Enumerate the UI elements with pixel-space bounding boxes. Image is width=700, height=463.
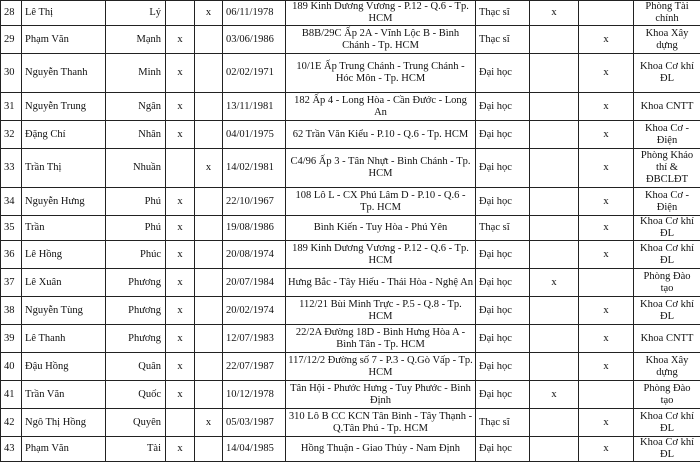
lecturer-mark-cell: x <box>530 381 579 409</box>
staff-mark-cell: x <box>579 216 634 241</box>
family-name-cell: Lê Thị <box>22 1 106 26</box>
family-name-cell: Lê Hồng <box>22 241 106 269</box>
table-row <box>1 216 700 241</box>
education-level-cell: Đại học <box>476 93 530 121</box>
female-mark-cell <box>195 325 223 353</box>
female-mark-cell <box>195 54 223 93</box>
education-level-cell: Thạc sĩ <box>476 409 530 437</box>
male-mark-cell: x <box>166 269 195 297</box>
birth-date-cell: 20/07/1984 <box>223 269 286 297</box>
male-mark-cell: x <box>166 26 195 54</box>
family-name-cell: Phạm Văn <box>22 26 106 54</box>
address-cell: 22/2A Đường 18D - Bình Hưng Hòa A - Bình Tân - Tp. HCM <box>286 325 476 353</box>
given-name-cell: Minh <box>106 54 166 93</box>
education-level-cell: Đại học <box>476 297 530 325</box>
staff-mark-cell: x <box>579 409 634 437</box>
given-name-cell: Phương <box>106 269 166 297</box>
education-level-cell: Đại học <box>476 381 530 409</box>
table-row <box>1 297 700 325</box>
table-row <box>1 325 700 353</box>
female-mark-cell <box>195 216 223 241</box>
family-name-cell: Nguyễn Hưng <box>22 188 106 216</box>
male-mark-cell <box>166 149 195 188</box>
given-name-cell: Nhuần <box>106 149 166 188</box>
female-mark-cell <box>195 353 223 381</box>
family-name-cell: Trần Văn <box>22 381 106 409</box>
lecturer-mark-cell <box>530 437 579 462</box>
given-name-cell: Phương <box>106 325 166 353</box>
address-cell: 310 Lô B CC KCN Tân Bình - Tây Thạnh - Q.Tân Phú - Tp. HCM <box>286 409 476 437</box>
family-name-cell: Nguyễn Tùng <box>22 297 106 325</box>
education-level-cell: Thạc sĩ <box>476 216 530 241</box>
address-cell: 112/21 Bùi Minh Trực - P.5 - Q.8 - Tp. HCM <box>286 297 476 325</box>
department-cell: Khoa Cơ - Điện <box>634 121 700 149</box>
lecturer-mark-cell <box>530 297 579 325</box>
address-cell: 62 Trần Văn Kiểu - P.10 - Q.6 - Tp. HCM <box>286 121 476 149</box>
lecturer-mark-cell <box>530 409 579 437</box>
row-number-cell: 39 <box>1 325 22 353</box>
department-cell: Khoa Cơ khí ĐL <box>634 241 700 269</box>
family-name-cell: Phạm Văn <box>22 437 106 462</box>
row-number-cell: 33 <box>1 149 22 188</box>
given-name-cell: Mạnh <box>106 26 166 54</box>
given-name-cell: Phú <box>106 216 166 241</box>
education-level-cell: Đại học <box>476 149 530 188</box>
department-cell: Khoa Cơ khí ĐL <box>634 437 700 462</box>
address-cell: C4/96 Ấp 3 - Tân Nhựt - Bình Chánh - Tp. HCM <box>286 149 476 188</box>
birth-date-cell: 20/02/1974 <box>223 297 286 325</box>
department-cell: Khoa Cơ - Điện <box>634 188 700 216</box>
female-mark-cell <box>195 241 223 269</box>
female-mark-cell <box>195 437 223 462</box>
row-number-cell: 30 <box>1 54 22 93</box>
address-cell: Hưng Bắc - Tây Hiếu - Thái Hòa - Nghệ An <box>286 269 476 297</box>
birth-date-cell: 12/07/1983 <box>223 325 286 353</box>
birth-date-cell: 19/08/1986 <box>223 216 286 241</box>
department-cell: Phòng Đào tạo <box>634 381 700 409</box>
female-mark-cell <box>195 26 223 54</box>
female-mark-cell <box>195 269 223 297</box>
staff-mark-cell: x <box>579 93 634 121</box>
male-mark-cell: x <box>166 241 195 269</box>
staff-mark-cell <box>579 1 634 26</box>
lecturer-mark-cell: x <box>530 1 579 26</box>
table-row <box>1 353 700 381</box>
department-cell: Phòng Đào tạo <box>634 269 700 297</box>
given-name-cell: Ngân <box>106 93 166 121</box>
male-mark-cell: x <box>166 121 195 149</box>
table-body <box>1 1 700 462</box>
address-cell: B8B/29C Ấp 2A - Vĩnh Lộc B - Bình Chánh - Tp. HCM <box>286 26 476 54</box>
table-row <box>1 54 700 93</box>
male-mark-cell: x <box>166 325 195 353</box>
row-number-cell: 41 <box>1 381 22 409</box>
lecturer-mark-cell <box>530 241 579 269</box>
given-name-cell: Nhân <box>106 121 166 149</box>
birth-date-cell: 22/10/1967 <box>223 188 286 216</box>
family-name-cell: Lê Xuân <box>22 269 106 297</box>
staff-mark-cell: x <box>579 353 634 381</box>
staff-mark-cell: x <box>579 241 634 269</box>
male-mark-cell <box>166 409 195 437</box>
staff-mark-cell: x <box>579 26 634 54</box>
family-name-cell: Nguyễn Thanh <box>22 54 106 93</box>
family-name-cell: Nguyễn Trung <box>22 93 106 121</box>
department-cell: Khoa Cơ khí ĐL <box>634 216 700 241</box>
female-mark-cell <box>195 121 223 149</box>
given-name-cell: Quyên <box>106 409 166 437</box>
table-row <box>1 409 700 437</box>
birth-date-cell: 22/07/1987 <box>223 353 286 381</box>
address-cell: Hồng Thuận - Giao Thủy - Nam Định <box>286 437 476 462</box>
lecturer-mark-cell <box>530 26 579 54</box>
education-level-cell: Đại học <box>476 121 530 149</box>
department-cell: Khoa Cơ khí ĐL <box>634 54 700 93</box>
row-number-cell: 29 <box>1 26 22 54</box>
education-level-cell: Thạc sĩ <box>476 26 530 54</box>
female-mark-cell <box>195 188 223 216</box>
education-level-cell: Đại học <box>476 325 530 353</box>
row-number-cell: 34 <box>1 188 22 216</box>
lecturer-mark-cell <box>530 93 579 121</box>
department-cell: Phòng Tài chính <box>634 1 700 26</box>
male-mark-cell: x <box>166 188 195 216</box>
row-number-cell: 35 <box>1 216 22 241</box>
female-mark-cell: x <box>195 409 223 437</box>
row-number-cell: 43 <box>1 437 22 462</box>
staff-mark-cell: x <box>579 188 634 216</box>
lecturer-mark-cell <box>530 188 579 216</box>
staff-mark-cell: x <box>579 54 634 93</box>
female-mark-cell <box>195 93 223 121</box>
address-cell: Bình Kiến - Tuy Hòa - Phú Yên <box>286 216 476 241</box>
education-level-cell: Đại học <box>476 353 530 381</box>
row-number-cell: 40 <box>1 353 22 381</box>
birth-date-cell: 02/02/1971 <box>223 54 286 93</box>
department-cell: Khoa Cơ khí ĐL <box>634 297 700 325</box>
table-row <box>1 269 700 297</box>
family-name-cell: Trần Thị <box>22 149 106 188</box>
birth-date-cell: 06/11/1978 <box>223 1 286 26</box>
lecturer-mark-cell <box>530 325 579 353</box>
table-row <box>1 1 700 26</box>
lecturer-mark-cell: x <box>530 269 579 297</box>
given-name-cell: Quân <box>106 353 166 381</box>
lecturer-mark-cell <box>530 149 579 188</box>
staff-mark-cell: x <box>579 121 634 149</box>
male-mark-cell: x <box>166 216 195 241</box>
birth-date-cell: 20/08/1974 <box>223 241 286 269</box>
family-name-cell: Trần <box>22 216 106 241</box>
family-name-cell: Lê Thanh <box>22 325 106 353</box>
table-row <box>1 26 700 54</box>
birth-date-cell: 04/01/1975 <box>223 121 286 149</box>
male-mark-cell: x <box>166 297 195 325</box>
family-name-cell: Ngô Thị Hồng <box>22 409 106 437</box>
address-cell: 117/12/2 Đường số 7 - P.3 - Q.Gò Vấp - Tp. HCM <box>286 353 476 381</box>
row-number-cell: 31 <box>1 93 22 121</box>
birth-date-cell: 03/06/1986 <box>223 26 286 54</box>
given-name-cell: Phúc <box>106 241 166 269</box>
given-name-cell: Tài <box>106 437 166 462</box>
female-mark-cell <box>195 381 223 409</box>
table-row <box>1 188 700 216</box>
staff-mark-cell <box>579 269 634 297</box>
table-row <box>1 241 700 269</box>
staff-mark-cell: x <box>579 149 634 188</box>
row-number-cell: 36 <box>1 241 22 269</box>
education-level-cell: Đại học <box>476 54 530 93</box>
table-row <box>1 149 700 188</box>
female-mark-cell: x <box>195 1 223 26</box>
male-mark-cell <box>166 1 195 26</box>
department-cell: Khoa Xây dựng <box>634 26 700 54</box>
staff-mark-cell: x <box>579 325 634 353</box>
male-mark-cell: x <box>166 93 195 121</box>
family-name-cell: Đậu Hồng <box>22 353 106 381</box>
table-row <box>1 121 700 149</box>
female-mark-cell <box>195 297 223 325</box>
male-mark-cell: x <box>166 381 195 409</box>
education-level-cell: Đại học <box>476 269 530 297</box>
male-mark-cell: x <box>166 353 195 381</box>
given-name-cell: Lý <box>106 1 166 26</box>
education-level-cell: Đại học <box>476 241 530 269</box>
department-cell: Khoa Cơ khí ĐL <box>634 409 700 437</box>
address-cell: 189 Kinh Dương Vương - P.12 - Q.6 - Tp. HCM <box>286 1 476 26</box>
lecturer-mark-cell <box>530 121 579 149</box>
education-level-cell: Đại học <box>476 437 530 462</box>
address-cell: 189 Kinh Dương Vương - P.12 - Q.6 - Tp. HCM <box>286 241 476 269</box>
row-number-cell: 42 <box>1 409 22 437</box>
table-row <box>1 93 700 121</box>
row-number-cell: 32 <box>1 121 22 149</box>
given-name-cell: Phú <box>106 188 166 216</box>
department-cell: Phòng Khảo thí & ĐBCLĐT <box>634 149 700 188</box>
department-cell: Khoa Xây dựng <box>634 353 700 381</box>
department-cell: Khoa CNTT <box>634 93 700 121</box>
table-row <box>1 381 700 409</box>
birth-date-cell: 14/02/1981 <box>223 149 286 188</box>
row-number-cell: 37 <box>1 269 22 297</box>
male-mark-cell: x <box>166 54 195 93</box>
department-cell: Khoa CNTT <box>634 325 700 353</box>
birth-date-cell: 10/12/1978 <box>223 381 286 409</box>
address-cell: 108 Lô L - CX Phú Lâm D - P.10 - Q.6 - Tp. HCM <box>286 188 476 216</box>
birth-date-cell: 14/04/1985 <box>223 437 286 462</box>
address-cell: Tân Hội - Phước Hưng - Tuy Phước - Bình Định <box>286 381 476 409</box>
lecturer-mark-cell <box>530 54 579 93</box>
address-cell: 10/1E Ấp Trung Chánh - Trung Chánh - Hóc Môn - Tp. HCM <box>286 54 476 93</box>
staff-mark-cell: x <box>579 437 634 462</box>
address-cell: 182 Ấp 4 - Long Hòa - Cần Đước - Long An <box>286 93 476 121</box>
row-number-cell: 28 <box>1 1 22 26</box>
education-level-cell: Thạc sĩ <box>476 1 530 26</box>
row-number-cell: 38 <box>1 297 22 325</box>
table-row <box>1 437 700 462</box>
lecturer-mark-cell <box>530 216 579 241</box>
birth-date-cell: 05/03/1987 <box>223 409 286 437</box>
staff-mark-cell <box>579 381 634 409</box>
family-name-cell: Đặng Chí <box>22 121 106 149</box>
given-name-cell: Phương <box>106 297 166 325</box>
male-mark-cell: x <box>166 437 195 462</box>
birth-date-cell: 13/11/1981 <box>223 93 286 121</box>
staff-mark-cell: x <box>579 297 634 325</box>
education-level-cell: Đại học <box>476 188 530 216</box>
lecturer-mark-cell <box>530 353 579 381</box>
given-name-cell: Quốc <box>106 381 166 409</box>
female-mark-cell: x <box>195 149 223 188</box>
